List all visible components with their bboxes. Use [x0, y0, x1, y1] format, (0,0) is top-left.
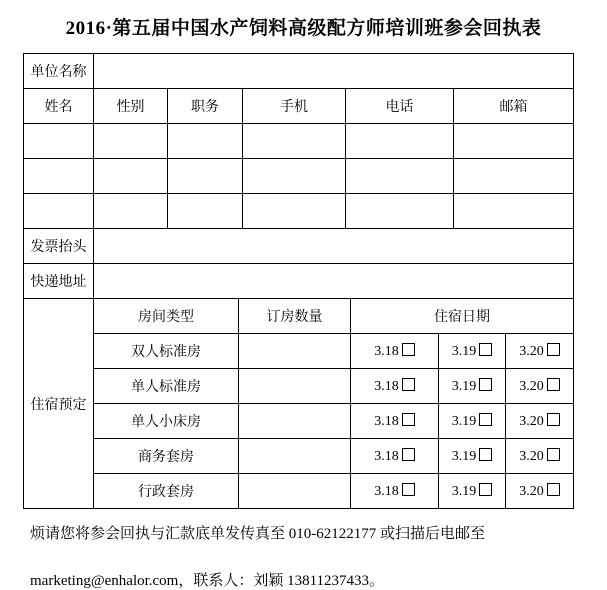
date-cell [439, 404, 506, 439]
attendee-phone-field[interactable] [346, 159, 454, 194]
room-row [24, 439, 574, 474]
registration-form [23, 53, 573, 509]
date-checkbox[interactable] [402, 378, 415, 391]
attendee-row [24, 194, 574, 229]
attendee-position-field[interactable] [168, 159, 243, 194]
date-checkbox[interactable] [547, 483, 560, 496]
date-label: 3.18 [374, 413, 399, 429]
attendee-gender-field[interactable] [94, 159, 168, 194]
room-row [24, 334, 574, 369]
date-label: 3.18 [374, 378, 399, 394]
room-quantity-field[interactable] [239, 404, 351, 439]
attendee-mobile-field[interactable] [243, 194, 346, 229]
attendee-gender-field[interactable] [94, 194, 168, 229]
attendee-header-mobile: 手机 [243, 89, 346, 124]
date-checkbox[interactable] [547, 448, 560, 461]
date-cell [351, 369, 439, 404]
room-quantity-field[interactable] [239, 334, 351, 369]
date-label: 3.19 [451, 343, 477, 359]
date-checkbox[interactable] [479, 343, 492, 356]
attendee-header-name: 姓名 [24, 89, 94, 124]
date-checkbox[interactable] [479, 483, 492, 496]
room-type-label: 行政套房 [94, 474, 239, 509]
date-checkbox[interactable] [547, 378, 560, 391]
room-row [24, 369, 574, 404]
date-cell [351, 404, 439, 439]
date-header: 住宿日期 [351, 299, 574, 334]
date-checkbox[interactable] [402, 448, 415, 461]
date-checkbox[interactable] [402, 483, 415, 496]
date-label: 3.20 [519, 378, 544, 394]
footer-line1: 烦请您将参会回执与汇款底单发传真至 010-62122177 或扫描后电邮至 [30, 526, 485, 542]
date-cell [439, 474, 506, 509]
date-cell [439, 439, 506, 474]
date-cell [506, 334, 574, 369]
quantity-header: 订房数量 [239, 299, 351, 334]
invoice-row [24, 229, 574, 264]
date-checkbox[interactable] [402, 413, 415, 426]
address-row [24, 264, 574, 299]
date-label: 3.18 [374, 448, 399, 464]
date-checkbox[interactable] [479, 413, 492, 426]
date-label: 3.20 [519, 483, 544, 499]
date-cell [506, 439, 574, 474]
date-cell [506, 369, 574, 404]
date-checkbox[interactable] [479, 378, 492, 391]
room-quantity-field[interactable] [239, 369, 351, 404]
shipping-address-label: 快递地址 [24, 264, 94, 299]
attendee-name-field[interactable] [24, 194, 94, 229]
accommodation-header-row [24, 299, 574, 334]
attendee-gender-field[interactable] [94, 124, 168, 159]
attendee-header-gender: 性别 [94, 89, 168, 124]
date-checkbox[interactable] [547, 413, 560, 426]
company-row [24, 54, 574, 89]
attendee-row [24, 159, 574, 194]
date-label: 3.18 [374, 483, 399, 499]
room-quantity-field[interactable] [239, 474, 351, 509]
page-title: 2016·第五届中国水产饲料高级配方师培训班参会回执表 [65, 18, 542, 39]
date-cell [506, 404, 574, 439]
date-label: 3.19 [451, 483, 477, 499]
date-cell [439, 334, 506, 369]
room-type-label: 商务套房 [94, 439, 239, 474]
accommodation-section-label: 住宿预定 [24, 299, 94, 509]
attendee-row [24, 124, 574, 159]
attendee-email-field[interactable] [454, 124, 574, 159]
date-cell [351, 474, 439, 509]
date-checkbox[interactable] [547, 343, 560, 356]
attendee-email-field[interactable] [454, 194, 574, 229]
attendee-table [23, 53, 574, 299]
date-checkbox[interactable] [479, 448, 492, 461]
date-cell [439, 369, 506, 404]
room-type-label: 单人小床房 [94, 404, 239, 439]
attendee-email-field[interactable] [454, 159, 574, 194]
date-label: 3.18 [374, 343, 399, 359]
shipping-address-field[interactable] [94, 264, 574, 299]
attendee-mobile-field[interactable] [243, 124, 346, 159]
attendee-header-phone: 电话 [346, 89, 454, 124]
date-label: 3.20 [519, 413, 544, 429]
date-cell [351, 334, 439, 369]
attendee-mobile-field[interactable] [243, 159, 346, 194]
attendee-header-row [24, 89, 574, 124]
date-label: 3.20 [519, 448, 544, 464]
date-label: 3.19 [451, 378, 477, 394]
invoice-title-label: 发票抬头 [24, 229, 94, 264]
room-type-label: 双人标准房 [94, 334, 239, 369]
attendee-name-field[interactable] [24, 124, 94, 159]
footer-note [30, 522, 587, 590]
attendee-phone-field[interactable] [346, 194, 454, 229]
company-name-label: 单位名称 [24, 54, 94, 89]
room-type-header: 房间类型 [94, 299, 239, 334]
date-label: 3.19 [451, 448, 477, 464]
attendee-header-position: 职务 [168, 89, 243, 124]
date-cell [351, 439, 439, 474]
attendee-header-email: 邮箱 [454, 89, 574, 124]
room-quantity-field[interactable] [239, 439, 351, 474]
room-row [24, 474, 574, 509]
attendee-position-field[interactable] [168, 124, 243, 159]
invoice-title-field[interactable] [94, 229, 574, 264]
footer-line2: marketing@enhalor.com，联系人：刘颖 13811237433。 [30, 573, 385, 589]
room-row [24, 404, 574, 439]
room-type-label: 单人标准房 [94, 369, 239, 404]
attendee-position-field[interactable] [168, 194, 243, 229]
company-name-field[interactable] [94, 54, 574, 89]
date-checkbox[interactable] [402, 343, 415, 356]
attendee-name-field[interactable] [24, 159, 94, 194]
attendee-phone-field[interactable] [346, 124, 454, 159]
accommodation-table [23, 298, 574, 509]
date-label: 3.20 [519, 343, 544, 359]
date-cell [506, 474, 574, 509]
date-label: 3.19 [451, 413, 477, 429]
